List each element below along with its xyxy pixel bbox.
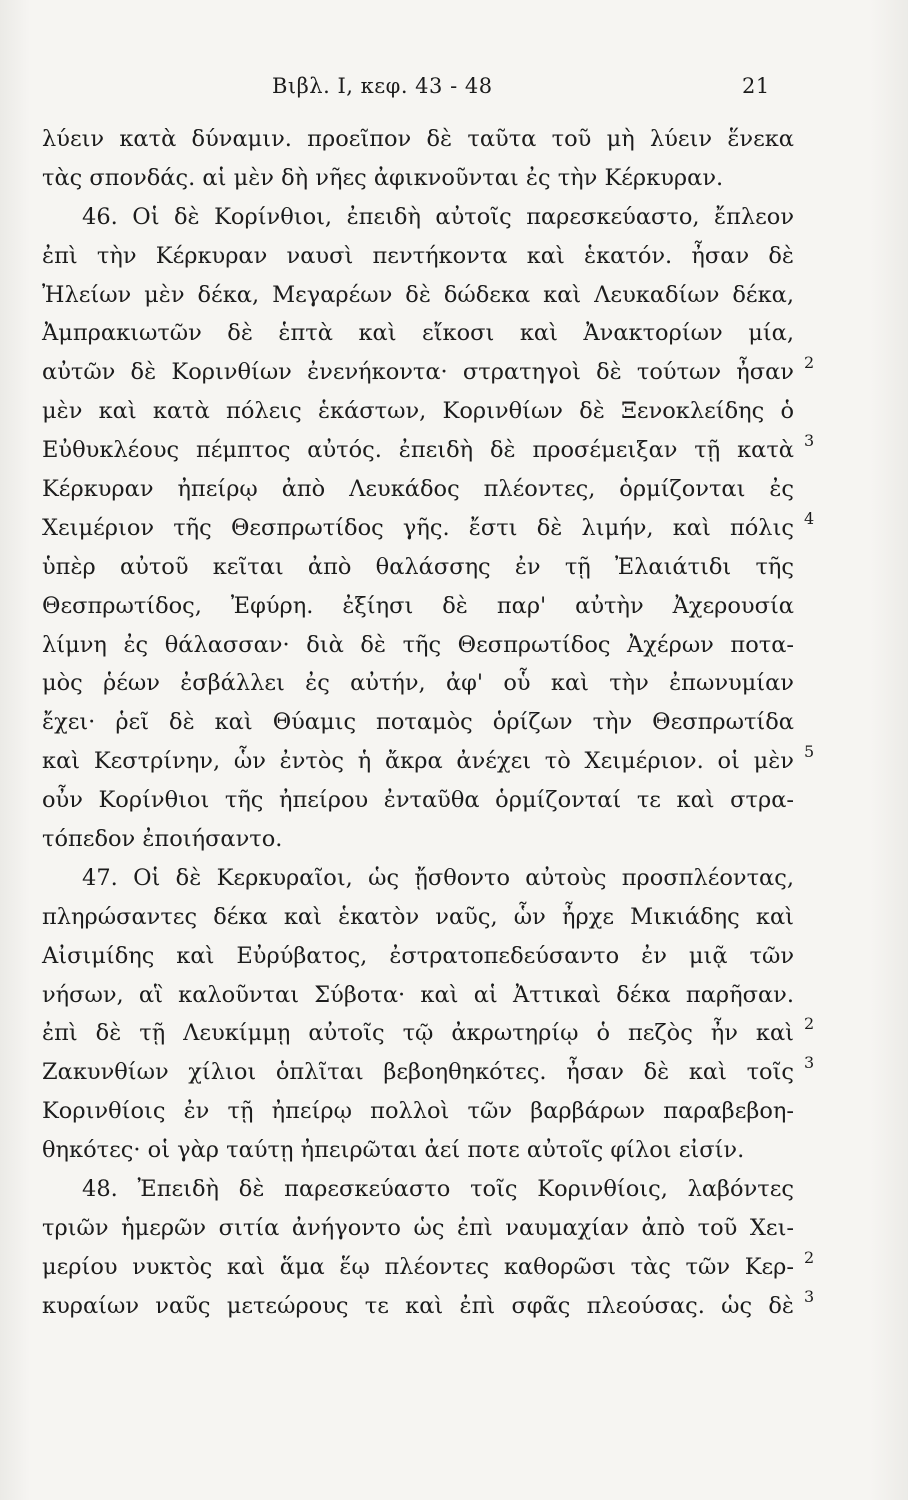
text-line: μὸς ῥέων ἐσβάλλει ἐς αὐτήν, ἀφ' οὗ καὶ τὴν ἐπωνυμίαν	[42, 670, 794, 697]
margin-number: 2	[804, 1014, 815, 1034]
text-line: ἐπὶ δὲ τῇ Λευκίμμῃ αὐτοῖς τῷ ἀκρωτηρίῳ ὁ πεζὸς ἦν καὶ 2	[42, 1014, 794, 1053]
text-line: αὐτῶν δὲ Κορινθίων ἐνενήκοντα· στρατηγοὶ δὲ τούτων ἦσαν 2	[42, 353, 794, 392]
text-line: ὑπὲρ αὐτοῦ κεῖται ἀπὸ θαλάσσης ἐν τῇ Ἐλαιάτιδι τῆς	[42, 553, 794, 580]
text-line: νήσων, αἳ καλοῦνται Σύβοτα· καὶ αἱ Ἀττικαὶ δέκα παρῆσαν.	[42, 981, 794, 1008]
text-line: ἐπὶ τὴν Κέρκυραν ναυσὶ πεντήκοντα καὶ ἑκατόν. ἦσαν δὲ	[42, 242, 794, 269]
text-line: λίμνη ἐς θάλασσαν· διὰ δὲ τῆς Θεσπρωτίδος Ἀχέρων ποτα-	[42, 631, 794, 658]
text-line: ἔχει· ῥεῖ δὲ καὶ Θύαμις ποταμὸς ὁρίζων τὴν Θεσπρωτίδα	[42, 709, 794, 736]
margin-number: 4	[804, 508, 815, 528]
margin-number: 3	[804, 1053, 815, 1073]
text-line: 46. Οἱ δὲ Κορίνθιοι, ἐπειδὴ αὐτοῖς παρεσκεύαστο, ἔπλεον	[82, 203, 794, 230]
margin-number: 3	[804, 431, 815, 451]
margin-number: 5	[804, 742, 815, 762]
text-line: μὲν καὶ κατὰ πόλεις ἑκάστων, Κορινθίων δὲ Ξενοκλείδης ὁ	[42, 398, 794, 425]
text-line: 48. Ἐπειδὴ δὲ παρεσκεύαστο τοῖς Κορινθίοις, λαβόντες	[82, 1176, 794, 1203]
text-line: Αἰσιμίδης καὶ Εὐρύβατος, ἐστρατοπεδεύσαντο ἐν μιᾷ τῶν	[42, 942, 794, 969]
text-line: οὖν Κορίνθιοι τῆς ἠπείρου ἐνταῦθα ὁρμίζονταί τε καὶ στρα-	[42, 787, 794, 814]
running-head: Βιβλ. Ι, κεφ. 43 - 48	[272, 74, 493, 98]
text-line: Εὐθυκλέους πέμπτος αὐτός. ἐπειδὴ δὲ προσέμειξαν τῇ κατὰ 3	[42, 431, 794, 470]
text-line: Κορινθίοις ἐν τῇ ἠπείρῳ πολλοὶ τῶν βαρβάρων παραβεβοη-	[42, 1098, 794, 1125]
text-line: Θεσπρωτίδος, Ἐφύρη. ἐξίησι δὲ παρ' αὐτὴν Ἀχερουσία	[42, 592, 794, 619]
text-line: Ζακυνθίων χίλιοι ὁπλῖται βεβοηθηκότες. ἦσαν δὲ καὶ τοῖς 3	[42, 1053, 794, 1092]
text-line: μερίου νυκτὸς καὶ ἅμα ἕῳ πλέοντες καθορῶσι τὰς τῶν Κερ- 2	[42, 1248, 794, 1287]
text-line: τριῶν ἡμερῶν σιτία ἀνήγοντο ὡς ἐπὶ ναυμαχίαν ἀπὸ τοῦ Χει-	[42, 1214, 794, 1241]
margin-number: 3	[804, 1286, 815, 1306]
text-line: Ἠλείων μὲν δέκα, Μεγαρέων δὲ δώδεκα καὶ Λευκαδίων δέκα,	[42, 281, 794, 308]
page-header	[0, 74, 908, 104]
text-line: Χειμέριον τῆς Θεσπρωτίδος γῆς. ἔστι δὲ λιμήν, καὶ πόλις 4	[42, 509, 794, 548]
text-line: τόπεδον ἐποιήσαντο.	[42, 826, 283, 853]
text-line: κυραίων ναῦς μετεώρους τε καὶ ἐπὶ σφᾶς πλεούσας. ὡς δὲ 3	[42, 1287, 794, 1326]
text-line: Ἀμπρακιωτῶν δὲ ἑπτὰ καὶ εἴκοσι καὶ Ἀνακτορίων μία,	[42, 320, 794, 347]
text-line: Κέρκυραν ἠπείρῳ ἀπὸ Λευκάδος πλέοντες, ὁρμίζονται ἐς	[42, 476, 794, 503]
text-line: λύειν κατὰ δύναμιν. προεῖπον δὲ ταῦτα τοῦ μὴ λύειν ἕνεκα	[42, 126, 794, 152]
text-line: καὶ Κεστρίνην, ὧν ἐντὸς ἡ ἄκρα ἀνέχει τὸ Χειμέριον. οἱ μὲν 5	[42, 742, 794, 781]
text-line: πληρώσαντες δέκα καὶ ἑκατὸν ναῦς, ὧν ἦρχε Μικιάδης καὶ	[42, 903, 794, 930]
margin-number: 2	[804, 1247, 815, 1267]
text-line: τὰς σπονδάς. αἱ μὲν δὴ νῆες ἀφικνοῦνται ἐς τὴν Κέρκυραν.	[42, 164, 724, 191]
margin-number: 2	[804, 353, 815, 373]
text-line: 47. Οἱ δὲ Κερκυραῖοι, ὡς ᾔσθοντο αὐτοὺς προσπλέοντας,	[82, 864, 794, 891]
body-text	[42, 120, 815, 1326]
text-line: θηκότες· οἱ γὰρ ταύτῃ ἠπειρῶται ἀεί ποτε αὐτοῖς φίλοι εἰσίν.	[42, 1137, 745, 1164]
page-number: 21	[742, 74, 770, 98]
